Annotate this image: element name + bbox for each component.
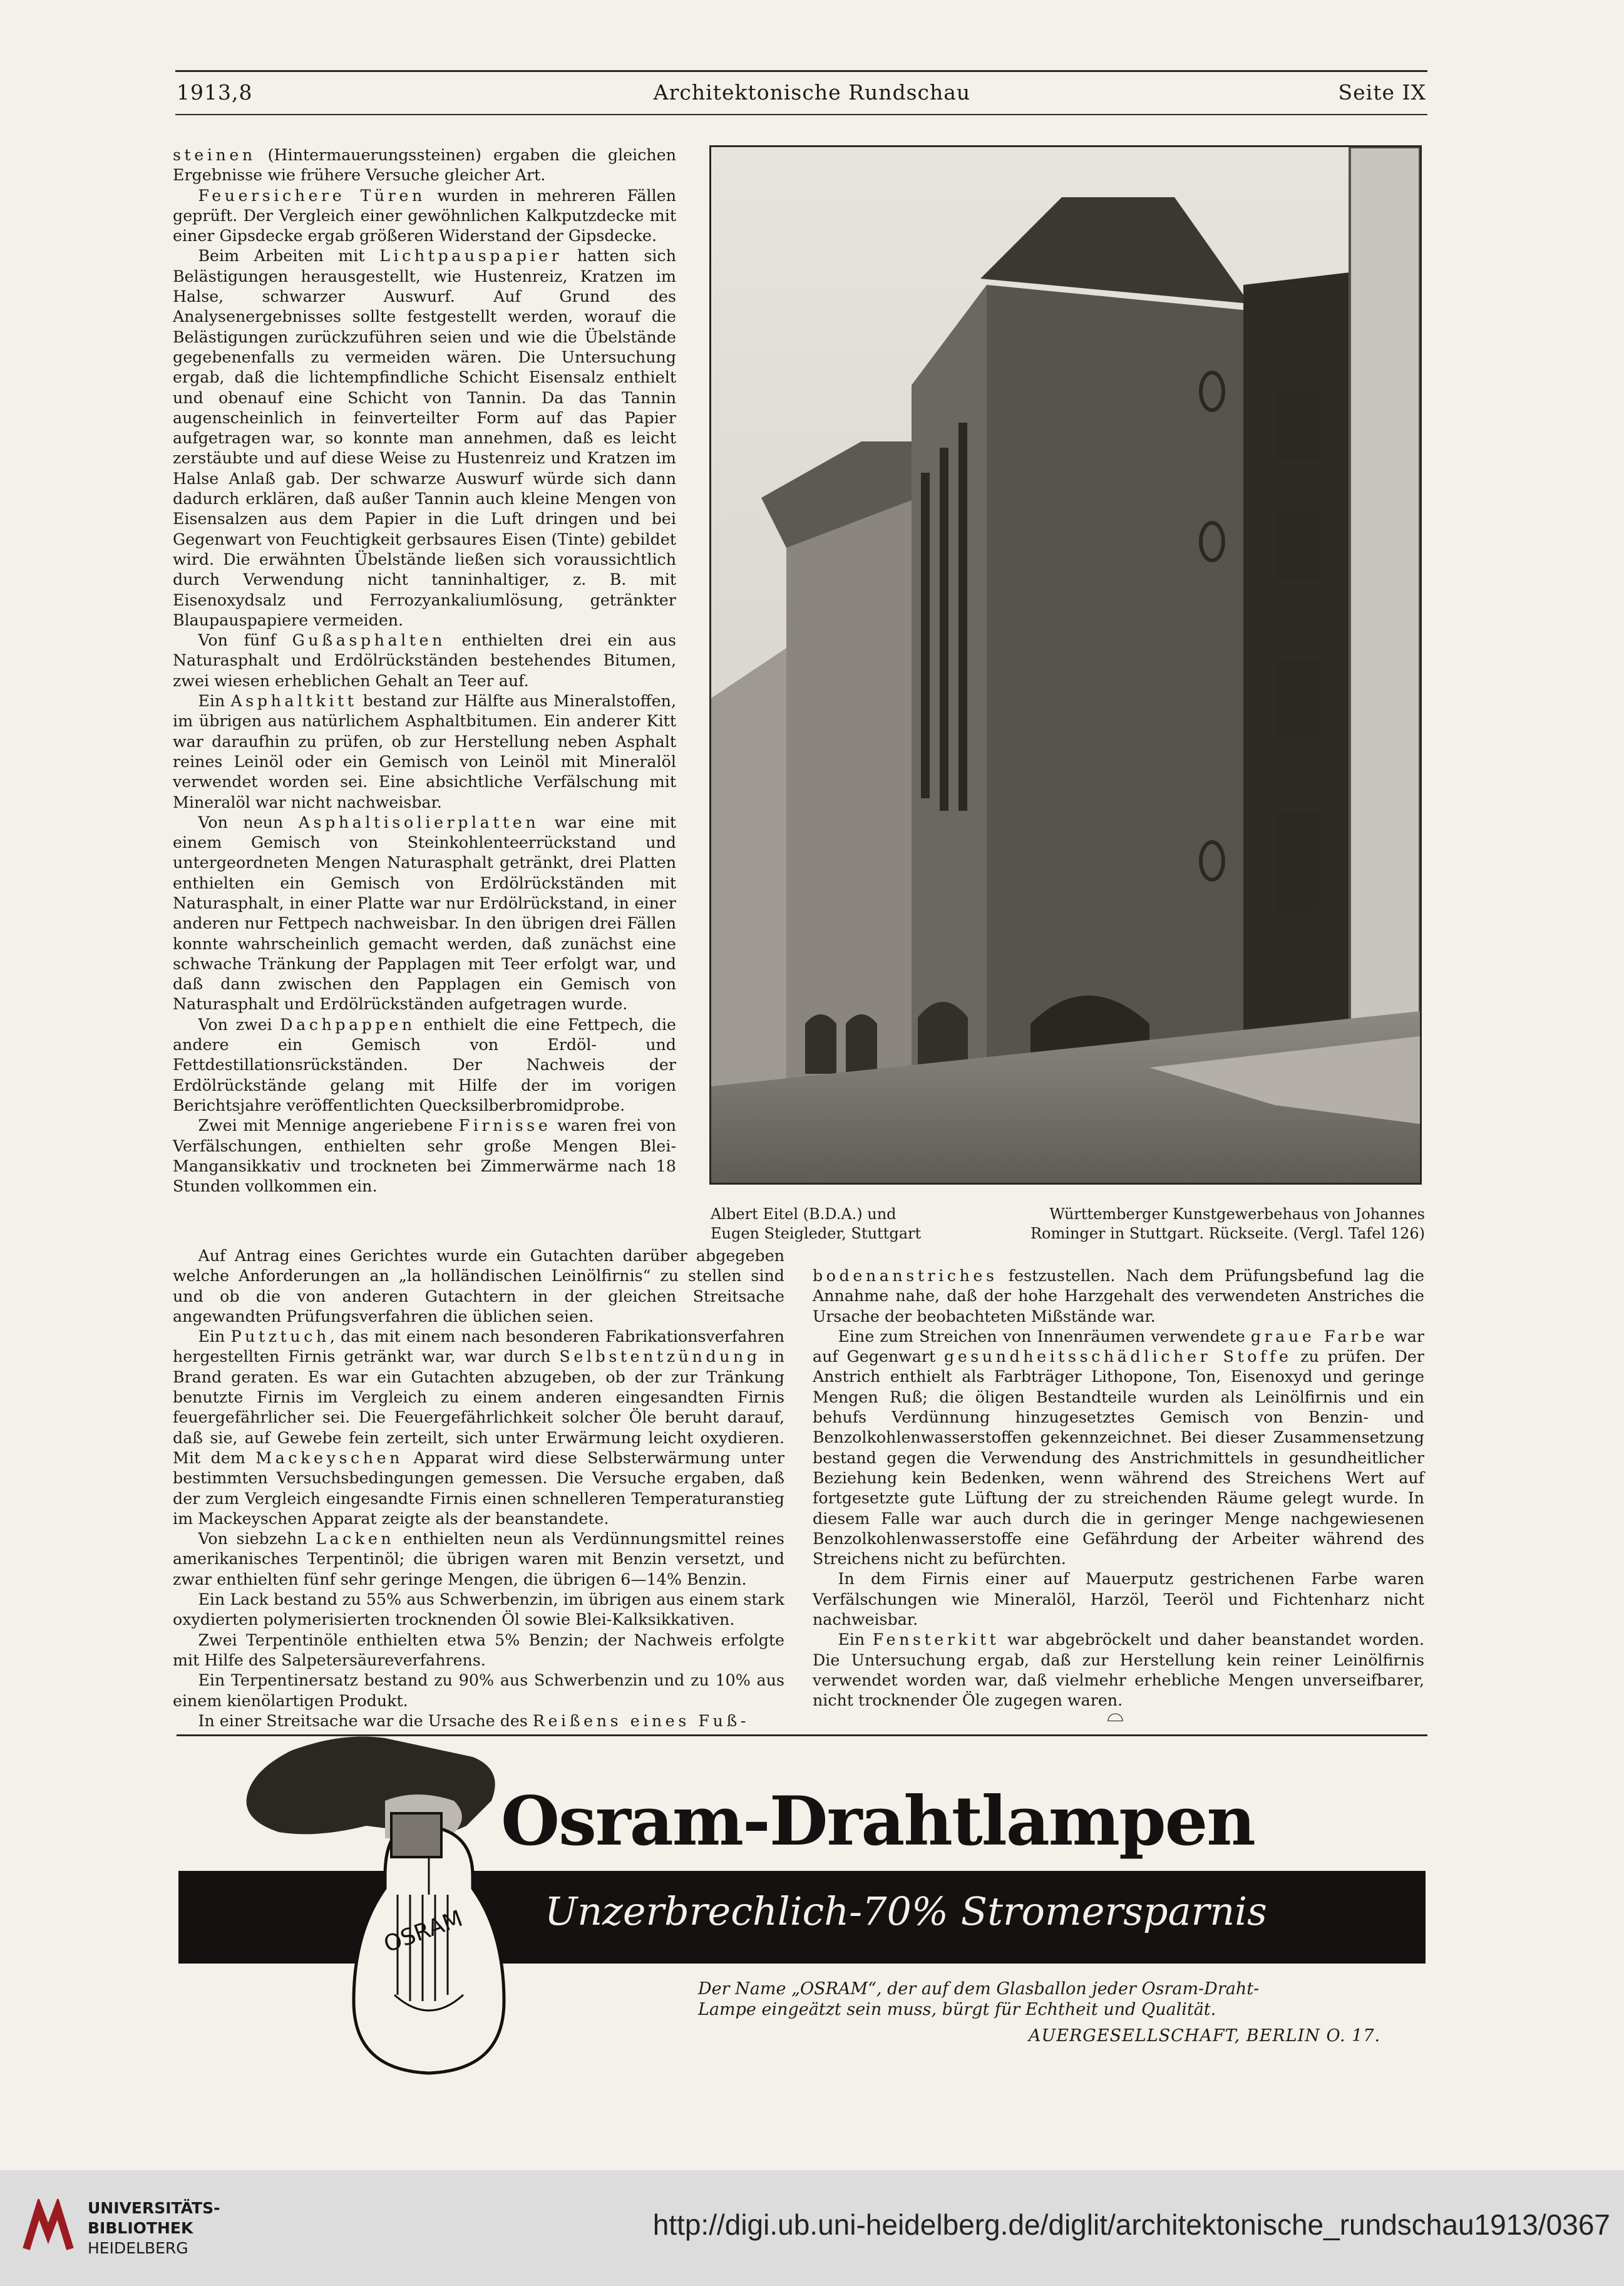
caption-architects-line1: Albert Eitel (B.D.A.) und bbox=[711, 1205, 897, 1223]
paragraph-text: Zwei mit Mennige angeriebene bbox=[198, 1116, 459, 1135]
osram-advertisement bbox=[178, 1732, 1431, 2083]
paragraph-text: waren frei von Verfälschungen, enthielten sehr große Mengen Blei-Mangansikkativ und trockneten bei Zimmerwärme nach 18 Stunden vollkommen ein. bbox=[173, 1116, 677, 1196]
building-photo bbox=[709, 145, 1422, 1185]
spaced-keyword: Lichtpauspapier bbox=[379, 247, 563, 265]
university-library-logo-icon bbox=[20, 2199, 76, 2255]
paragraph bbox=[813, 1630, 1424, 1711]
ad-note-line1: Der Name „OSRAM“, der auf dem Glasballon jeder Osram-Draht- bbox=[698, 1979, 1260, 1999]
paragraph bbox=[173, 1327, 784, 1529]
ad-brand: Osram-Drahtlampen bbox=[501, 1782, 1255, 1861]
caption-architects-line2: Eugen Steigleder, Stuttgart bbox=[711, 1225, 922, 1242]
spaced-keyword: Fensterkitt bbox=[872, 1630, 1000, 1649]
paragraph bbox=[173, 1671, 784, 1711]
spaced-keyword: Lacken bbox=[316, 1530, 395, 1548]
logo-text-line1: UNIVERSITÄTS- bbox=[88, 2199, 220, 2217]
paragraph-text: , das mit einem nach besonderen Fabrikationsverfahren hergestellten Firnis getränkt war, war durch bbox=[173, 1327, 785, 1366]
paragraph-text: festzustellen. Nach dem Prüfungsbefund lag die Annahme nahe, daß der hohe Harzgehalt des verwendeten Anstriches die Ursache der beobachteten Mißstände war. bbox=[813, 1267, 1424, 1326]
spaced-keyword: Reißens eines Fuß- bbox=[532, 1711, 750, 1730]
end-mark: ⌓ bbox=[1107, 1702, 1124, 1727]
paragraph bbox=[173, 246, 676, 631]
library-footer bbox=[0, 2170, 1624, 2286]
paragraph-text: Von neun bbox=[198, 813, 299, 832]
ad-note-line2: Lampe eingeätzt sein muss, bürgt für Echtheit und Qualität. bbox=[698, 2000, 1216, 2019]
spaced-keyword: Mackeyschen bbox=[255, 1448, 403, 1467]
paragraph bbox=[173, 1015, 676, 1116]
paragraph bbox=[173, 631, 676, 691]
paragraph-text: In dem Firnis einer auf Mauerputz gestrichenen Farbe waren Verfälschungen wie Mineralöl, Harzöl, Teeröl und Fichtenharz nicht nachweisbar. bbox=[813, 1570, 1424, 1629]
paragraph bbox=[173, 1590, 784, 1630]
text-column-left bbox=[173, 145, 677, 1196]
bulb-label: OSRAM bbox=[380, 1905, 466, 1958]
spaced-keyword: Asphaltkitt bbox=[230, 692, 357, 711]
ad-slogan: Unzerbrechlich-70% Stromersparnis bbox=[545, 1888, 1267, 1934]
spaced-keyword: Asphaltisolierplatten bbox=[298, 813, 540, 832]
paragraph-text: Von zwei bbox=[198, 1015, 280, 1034]
paragraph-text: Eine zum Streichen von Innenräumen verwendete bbox=[838, 1327, 1251, 1346]
text-column-left-continued bbox=[173, 1246, 785, 1730]
paragraph-text: In einer Streitsache war die Ursache des bbox=[198, 1711, 533, 1730]
paragraph-text: in Brand geraten. Es war ein Gutachten abzugeben, ob der zur Tränkung benutzte Firnis im Vergleich zu einem anderen eingesandten Firnis feuergefährlicher sei. Die Feuergefährlichkeit solcher Öle beruht darauf, daß sie, auf Gewebe fein zerteilt, sich unter Erwärmung leicht oxydieren. Mit dem bbox=[173, 1347, 784, 1467]
paragraph bbox=[813, 1266, 1424, 1327]
paragraph bbox=[173, 186, 676, 247]
caption-title-line2: Rominger in Stuttgart. Rückseite. (Vergl. Tafel 126) bbox=[1030, 1225, 1425, 1242]
paragraph-text: Ein Terpentinersatz bestand zu 90% aus Schwerbenzin und zu 10% aus einem kienölartigen Produkt. bbox=[173, 1671, 784, 1710]
text-column-right bbox=[813, 1266, 1424, 1717]
header-left: 1913,8 bbox=[177, 80, 253, 105]
header-rule-bottom bbox=[175, 114, 1427, 115]
paragraph-text: war auf Gegenwart bbox=[813, 1327, 1424, 1366]
paragraph-text: bestand zur Hälfte aus Mineralstoffen, im übrigen aus natürlichem Asphaltbitumen. Ein anderer Kitt war daraufhin zu prüfen, ob zur Herstellung neben Asphalt reines Leinöl oder ein Gemisch von Leinöl mit Mineralöl verwendet worden sei. Eine absichtliche Verfälschung mit Mineralöl war nicht nachweisbar. bbox=[173, 692, 677, 811]
paragraph-text: enthielten drei ein aus Naturasphalt und Erdölrückständen bestehendes Bitumen, zwei wiesen erheblichen Gehalt an Teer auf. bbox=[173, 631, 676, 690]
paragraph-text: Apparat wird diese Selbsterwärmung unter bestimmten Versuchsbedingungen gemessen. Die Versuche ergaben, daß der zum Vergleich eingesandte Firnis einen schnelleren Temperaturanstieg im Mackeyschen Apparat zeigte als der beanstandete. bbox=[173, 1448, 784, 1528]
paragraph-text: Auf Antrag eines Gerichtes wurde ein Gutachten darüber abgegeben welche Anforderungen an „la holländischen Leinölfirnis“ zu stellen sind und ob die von anderen Gutachtern in der gleichen Streitsache angewandten Prüfungsverfahren die üblichen seien. bbox=[173, 1247, 784, 1326]
paragraph bbox=[173, 813, 676, 1015]
spaced-keyword: Selbstentzündung bbox=[559, 1347, 761, 1366]
spaced-keyword: Putztuch bbox=[230, 1327, 330, 1346]
paragraph-text: (Hintermauerungssteinen) ergaben die gleichen Ergebnisse wie frühere Versuche gleicher Art. bbox=[173, 146, 676, 185]
logo-text-line2: BIBLIOTHEK bbox=[88, 2219, 193, 2237]
paragraph-text: Ein Lack bestand zu 55% aus Schwerbenzin, im übrigen aus einem stark oxydierten polymerisierten trocknenden Öl sowie Blei-Kalksikkativen. bbox=[173, 1590, 784, 1629]
caption-title-line1: Württemberger Kunstgewerbehaus von Johannes bbox=[1049, 1205, 1425, 1223]
paragraph-text: Ein bbox=[838, 1630, 873, 1649]
spaced-keyword: bodenanstriches bbox=[813, 1267, 998, 1285]
paragraph-text: wurden in mehreren Fällen geprüft. Der Vergleich einer gewöhnlichen Kalkputzdecke mit einer Gipsdecke ergab größeren Widerstand der Gipsdecke. bbox=[173, 186, 676, 245]
paragraph-text: Ein bbox=[198, 1327, 231, 1346]
paragraph bbox=[173, 1529, 784, 1590]
paragraph-text: zu prüfen. Der Anstrich enthielt als Farbträger Lithopone, Ton, Eisenoxyd und geringe Mengen Ruß; die öligen Bestandteile wurden als Leinölfirnis und ein behufs Verdünnung hinzugesetztes Gemisch von Benzin- und Benzolkohlenwasserstoffen gekennzeichnet. Bei dieser Zusammensetzung bestand gegen die Verwendung des Anstrichmittels in gesundheitlicher Beziehung kein Bedenken, wenn während des Streichens Wert auf fortgesetzte gute Lüftung der zu streichenden Räume gelegt wurde. In diesem Falle war auch durch die in geringer Menge nachgewiesenen Benzolkohlenwasserstoffe eine Gefährdung der Arbeiter während des Streichens nicht zu befürchten. bbox=[813, 1347, 1424, 1568]
header-page-number: Seite IX bbox=[1338, 80, 1426, 105]
paragraph bbox=[173, 1246, 784, 1327]
source-url[interactable]: http://digi.ub.uni-heidelberg.de/diglit/architektonische_rundschau1913/0367 bbox=[652, 2208, 1610, 2241]
logo-text-line3: HEIDELBERG bbox=[88, 2239, 188, 2257]
paragraph-text: war eine mit einem Gemisch von Steinkohlenteerrückstand und untergeordneten Mengen Naturasphalt getränkt, drei Platten enthielten ein Gemisch von Erdölrückständen mit Naturasphalt, in einer Platte war nur Erdölrückstand, in einer anderen nur Fettpech nachweisbar. In den übrigen drei Fällen konnte wahrscheinlich gemacht werden, daß zunächst eine schwache Tränkung der Papplagen mit Teer erfolgt war, und daß dann zwischen den Papplagen ein Gemisch von Naturasphalt und Erdölrückständen aufgetragen wurde. bbox=[173, 813, 676, 1014]
spaced-keyword: gesundheitsschädlicher Stoffe bbox=[943, 1347, 1292, 1366]
paragraph-text: hatten sich Belästigungen herausgestellt, wie Hustenreiz, Kratzen im Halse, schwarzer Auswurf. Auf Grund des Analysenergebnisses sollte festgestellt werden, worauf die Belästigungen zurückzuführen seien und wie die Übelstände gegebenenfalls zu vermeiden wären. Die Untersuchung ergab, daß die lichtempfindliche Schicht Eisensalz enthielt und obenauf eine Schicht von Tannin. Da das Tannin augenscheinlich in feinverteilter Form auf das Papier aufgetragen war, so konnte man annehmen, daß es leicht zerstäubte und auf diese Weise zu Hustenreiz und Kratzen im Halse Anlaß gab. Der schwarze Auswurf würde sich dann dadurch erklären, daß außer Tannin auch kleine Mengen von Eisensalzen aus dem Papier in die Luft dringen und bei Gegenwart von Feuchtigkeit gerbsaures Eisen (Tinte) gebildet wird. Die erwähnten Übelstände ließen sich voraussichtlich durch Verwendung nicht tanninhaltiger, z. B. mit Eisenoxydsalz und Ferrozyankaliumlösung, getränkter Blaupauspapiere vermeiden. bbox=[173, 247, 676, 629]
ad-company: AUERGESELLSCHAFT, BERLIN O. 17. bbox=[1029, 2026, 1381, 2046]
paragraph-text: enthielt die eine Fettpech, die andere ein Gemisch von Erdöl- und Fettdestillationsrückständen. Der Nachweis der Erdölrückstände gelang mit Hilfe der im vorigen Berichtsjahre veröffentlichten Quecksilberbromidprobe. bbox=[173, 1015, 677, 1115]
spaced-keyword: Firnisse bbox=[458, 1116, 552, 1135]
paragraph-text: Beim Arbeiten mit bbox=[198, 247, 380, 265]
paragraph bbox=[173, 1711, 784, 1731]
spaced-keyword: Dachpappen bbox=[280, 1015, 416, 1034]
paragraph-text: Zwei Terpentinöle enthielten etwa 5% Benzin; der Nachweis erfolgte mit Hilfe des Salpetersäureverfahrens. bbox=[173, 1630, 784, 1669]
spaced-keyword: graue Farbe bbox=[1250, 1327, 1389, 1346]
paragraph-text: war abgebröckelt und daher beanstandet worden. Die Untersuchung ergab, daß zur Herstellung kein reiner Leinölfirnis verwendet worden war, daß vielmehr erhebliche Mengen unverseifbarer, nicht trocknender Öle zugegen waren. bbox=[813, 1630, 1425, 1710]
header-title: Architektonische Rundschau bbox=[653, 80, 971, 105]
spaced-keyword: Gußasphalten bbox=[292, 631, 446, 650]
paragraph bbox=[173, 691, 676, 813]
paragraph bbox=[173, 1630, 784, 1671]
paragraph bbox=[813, 1569, 1424, 1630]
paragraph-text: enthielten neun als Verdünnungsmittel reines amerikanisches Terpentinöl; die übrigen waren mit Benzin versetzt, und zwar enthielten fünf sehr geringe Mengen, die übrigen 6—14% Benzin. bbox=[173, 1530, 785, 1588]
paragraph-text: Von fünf bbox=[198, 631, 292, 650]
paragraph bbox=[813, 1327, 1424, 1570]
header-rule-top bbox=[175, 70, 1427, 72]
paragraph-text: Ein bbox=[198, 692, 231, 711]
paragraph bbox=[173, 1116, 676, 1197]
spaced-keyword: steinen bbox=[173, 146, 256, 164]
spaced-keyword: Feuersichere Türen bbox=[198, 186, 426, 205]
building-photo-image bbox=[711, 147, 1420, 1183]
paragraph-text: Von siebzehn bbox=[198, 1530, 316, 1548]
paragraph bbox=[173, 145, 676, 186]
